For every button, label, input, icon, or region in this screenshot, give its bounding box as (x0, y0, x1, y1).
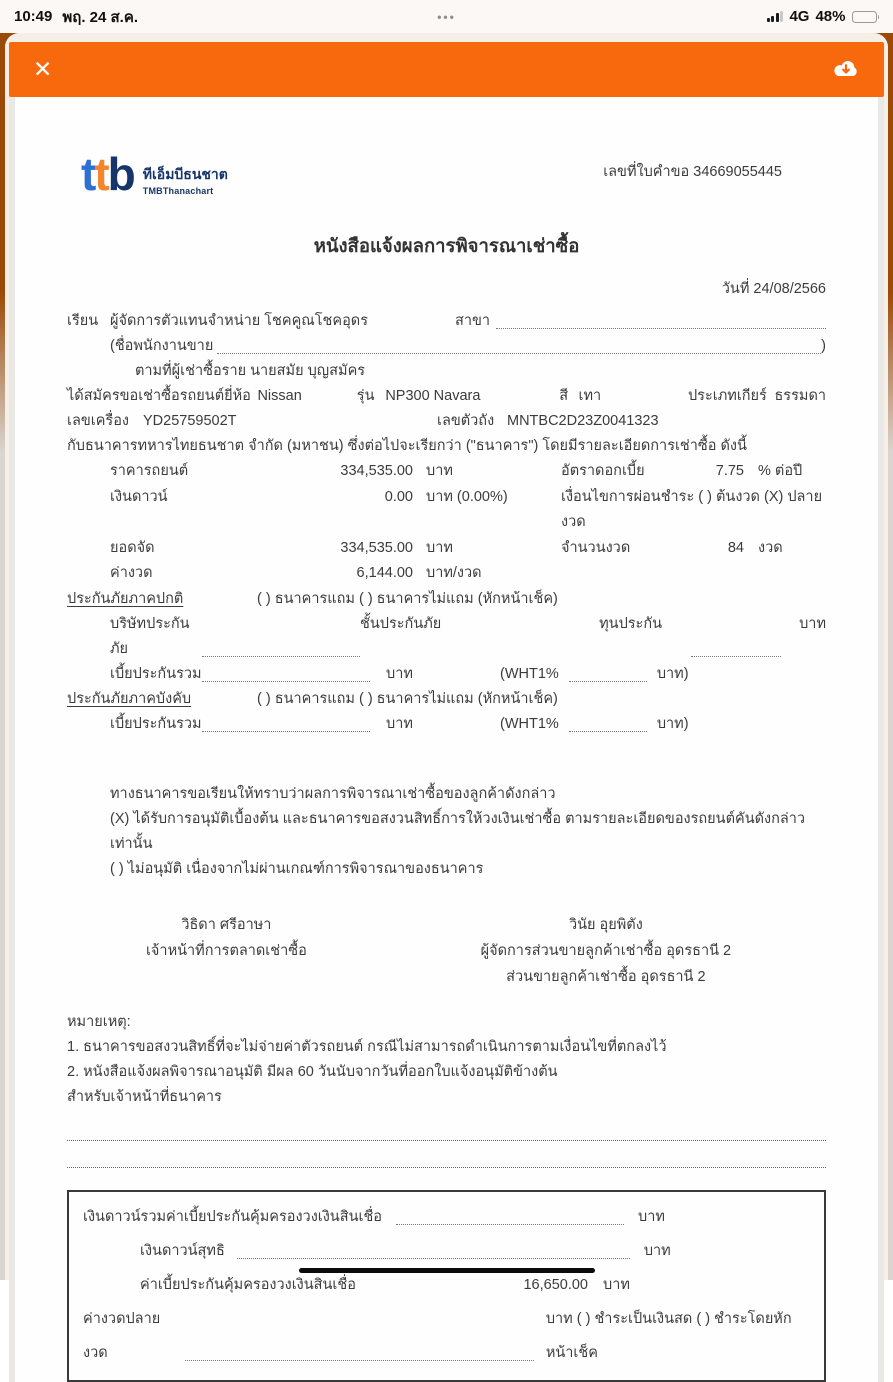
signer-right-title2: ส่วนขายลูกค้าเช่าซื้อ อุดรธานี 2 (506, 968, 706, 985)
detail-unit: บาท/งวด (426, 565, 482, 581)
detail-unit: งวด (758, 539, 783, 556)
hirer-row (67, 359, 826, 384)
baht-unit: บาท) (656, 665, 689, 682)
dimmed-app-background (0, 33, 893, 1361)
detail-value: 334,535.00 (340, 539, 413, 556)
insurance-normal-heading-row (67, 587, 826, 612)
vehicle-color: เทา (578, 388, 602, 404)
result-approved-row (67, 807, 826, 857)
insurance-company-row (67, 612, 826, 662)
baht-unit: บาท (386, 715, 413, 732)
detail-label: ค่างวด (110, 565, 153, 581)
insurance-company-label: บริษัทประกันภัย (110, 615, 190, 657)
detail-label: อัตราดอกเบี้ย (561, 463, 645, 479)
dotted-leader (185, 1360, 533, 1361)
sum-insured-label: ทุนประกัน (599, 615, 663, 632)
vehicle-gear-label: ประเภทเกียร์ (687, 388, 767, 404)
summary-value: 16,650.00 (523, 1276, 588, 1293)
greeting-label: เรียน (67, 313, 99, 329)
download-button[interactable] (832, 58, 860, 82)
network-type: 4G (789, 8, 810, 25)
salesperson-label: (ชื่อพนักงานขาย (110, 338, 214, 354)
detail-label: ยอดจัด (110, 539, 155, 556)
baht-unit: บาท (386, 665, 413, 682)
branch-label: สาขา (455, 313, 491, 329)
detail-value: 84 (727, 539, 744, 556)
wht-label: (WHT1% (500, 715, 559, 732)
vehicle-model: NP300 Navara (385, 388, 481, 404)
bank-intro-row (67, 434, 826, 459)
cellular-signal-icon (767, 11, 784, 22)
document-viewer-sheet (5, 33, 888, 1361)
summary-unit: บาท (603, 1276, 630, 1293)
dotted-leader (202, 656, 360, 657)
chassis-no: MNTBC2D23Z0041323 (507, 413, 659, 429)
result-approved: (X) ได้รับการอนุมัติเบื้องต้น และธนาคารขอสงวนสิทธิ์การให้วงเงินเช่าซื้อ ตามรายละเอียดของรถยนต์คันดังกล่าว เท่านั้น (110, 810, 806, 852)
summary-unit: บาท (643, 1242, 671, 1259)
dotted-leader (569, 731, 647, 732)
chassis-no-label: เลขตัวถัง (437, 413, 495, 429)
wht-label: (WHT1% (500, 665, 559, 682)
signer-left-name: วิธิดา ศรีอาษา (181, 916, 272, 933)
notes-section (67, 1010, 826, 1110)
note-item-2: 2. หนังสือแจ้งผลพิจารณาอนุมัติ มีผล 60 วันนับจากวันที่ออกใบแจ้งอนุมัติข้างต้น (67, 1063, 558, 1080)
dotted-leader (217, 353, 821, 354)
dotted-leader (237, 1258, 630, 1259)
engine-no-label: เลขเครื่อง (67, 413, 129, 429)
detail-label: ราคารถยนต์ (110, 463, 189, 479)
dotted-leader (396, 1224, 624, 1225)
vehicle-brand-label: ได้สมัครขอเช่าซื้อรถยนต์ยี่ห้อ (67, 388, 251, 404)
salesperson-close-paren: ) (821, 338, 826, 354)
summary-label: ค่างวดปลายงวด (83, 1310, 161, 1361)
dotted-leader (202, 731, 370, 732)
notes-heading: หมายเหตุ: (67, 1013, 131, 1030)
engine-chassis-row (67, 409, 826, 434)
summary-box (67, 1190, 826, 1382)
document-title: หนังสือแจ้งผลการพิจารณาเช่าซื้อ (313, 235, 580, 256)
dotted-line (67, 1140, 826, 1141)
salesperson-row (67, 334, 826, 359)
signature-block (67, 912, 826, 990)
detail-label: เงินดาวน์ (110, 488, 168, 505)
payment-condition: เงื่อนไขการผ่อนชำระ ( ) ต้นงวด (X) ปลายงวด (561, 488, 823, 530)
viewer-toolbar (9, 42, 884, 97)
status-time: 10:49 (14, 8, 53, 25)
vehicle-row (67, 384, 826, 409)
ttb-logo-mark: ttb (81, 148, 134, 201)
battery-icon (852, 11, 880, 23)
insurance-compulsory-heading-row (67, 687, 826, 712)
result-rejected-row (67, 857, 826, 882)
ttb-bank-logo (81, 148, 228, 201)
summary-unit: บาท ( ) ชำระเป็นเงินสด ( ) ชำระโดยหักหน้าเช็ค (545, 1310, 792, 1361)
signer-left-title: เจ้าหน้าที่การตลาดเช่าซื้อ (145, 942, 307, 959)
vehicle-brand: Nissan (257, 388, 302, 404)
hire-purchase-details (67, 459, 826, 587)
cloud-download-icon (832, 58, 860, 82)
detail-value: 334,535.00 (340, 463, 413, 479)
summary-label: เงินดาวน์สุทธิ (140, 1242, 225, 1259)
insurance-class-label: ชั้นประกันภัย (360, 615, 442, 632)
signer-right-name: วินัย อุยพิตัง (568, 916, 643, 933)
detail-value: 7.75 (715, 463, 744, 479)
note-item-1: 1. ธนาคารขอสงวนสิทธิ์ที่จะไม่จ่ายค่าตัวรถยนต์ กรณีไม่สามารถดำเนินการตามเงื่อนไขที่ตกลงไว้ (67, 1038, 667, 1055)
bank-name-latin: TMBThanachart (142, 186, 214, 196)
hirer-name: ตามที่ผู้เช่าซื้อราย นายสมัย บุญสมัคร (135, 363, 366, 379)
status-date: พฤ. 24 ส.ค. (62, 8, 139, 26)
detail-value: 0.00 (384, 488, 413, 505)
signer-right-title1: ผู้จัดการส่วนขายลูกค้าเช่าซื้อ อุดรธานี 2 (480, 942, 732, 959)
detail-unit: % ต่อปี (758, 463, 803, 479)
premium-label: เบี้ยประกันรวม (110, 715, 202, 732)
dotted-leader (202, 681, 370, 682)
compulsory-premium-row (67, 712, 826, 737)
dotted-leader (496, 328, 826, 329)
bank-name-thai: ทีเอ็มบีธนชาต (142, 166, 228, 182)
dotted-line (67, 1167, 826, 1168)
dotted-leader (569, 681, 647, 682)
application-ref-number: เลขที่ใบคำขอ 34669055445 (603, 164, 782, 180)
summary-row (83, 1200, 810, 1234)
detail-unit: บาท (426, 539, 453, 556)
detail-value: 6,144.00 (356, 565, 413, 581)
summary-row (83, 1302, 810, 1370)
status-ellipsis-icon: ••• (437, 9, 456, 24)
dotted-leader (691, 656, 781, 657)
baht-unit: บาท (799, 615, 826, 632)
premium-label: เบี้ยประกันรวม (110, 665, 202, 682)
engine-no: YD25759502T (143, 413, 237, 429)
insurance-normal-heading: ประกันภัยภาคปกติ (67, 590, 184, 607)
home-indicator[interactable] (299, 1268, 595, 1274)
baht-unit: บาท) (656, 715, 689, 732)
document-scroll-area[interactable] (9, 97, 884, 1382)
for-bank-staff-label: สำหรับเจ้าหน้าที่ธนาคาร (67, 1088, 222, 1105)
status-bar (0, 0, 893, 33)
vehicle-model-label: รุ่น (356, 388, 375, 404)
result-intro: ทางธนาคารขอเรียนให้ทราบว่าผลการพิจารณาเช่าซื้อของลูกค้าดังกล่าว (110, 785, 556, 802)
summary-unit: บาท (638, 1208, 665, 1225)
result-rejected: ( ) ไม่อนุมัติ เนื่องจากไม่ผ่านเกณฑ์การพิจารณาของธนาคาร (110, 860, 484, 877)
summary-row (83, 1234, 810, 1268)
detail-unit: บาท (426, 463, 453, 479)
greeting-row (67, 309, 826, 334)
dealer-name: ผู้จัดการตัวแทนจำหน่าย โชคคูณโชคอุดร (110, 313, 368, 329)
summary-label: ค่าเบี้ยประกันคุ้มครองวงเงินสินเชื่อ (140, 1276, 356, 1293)
detail-unit: บาท (0.00%) (426, 488, 508, 505)
vehicle-gear: ธรรมดา (774, 388, 826, 404)
insurance-compulsory-options: ( ) ธนาคารแถม ( ) ธนาคารไม่แถม (หักหน้าเช็ค) (257, 690, 558, 707)
battery-percent: 48% (815, 8, 846, 25)
close-button[interactable]: ✕ (33, 56, 53, 82)
document-page (15, 97, 878, 1382)
vehicle-color-label: สี (559, 388, 569, 404)
insurance-premium-row (67, 662, 826, 687)
document-date: วันที่ 24/08/2566 (721, 281, 826, 297)
summary-label: เงินดาวน์รวมค่าเบี้ยประกันคุ้มครองวงเงินสินเชื่อ (83, 1208, 382, 1225)
detail-label: จำนวนงวด (561, 539, 631, 556)
bank-intro-text: กับธนาคารทหารไทยธนชาต จำกัด (มหาชน) ซึ่งต่อไปจะเรียกว่า ("ธนาคาร") โดยมีรายละเอียดการเช่าซื้อ ดังนี้ (67, 438, 747, 454)
insurance-compulsory-heading: ประกันภัยภาคบังคับ (67, 690, 192, 707)
result-intro-row (67, 782, 826, 807)
insurance-normal-options: ( ) ธนาคารแถม ( ) ธนาคารไม่แถม (หักหน้าเช็ค) (257, 590, 558, 607)
